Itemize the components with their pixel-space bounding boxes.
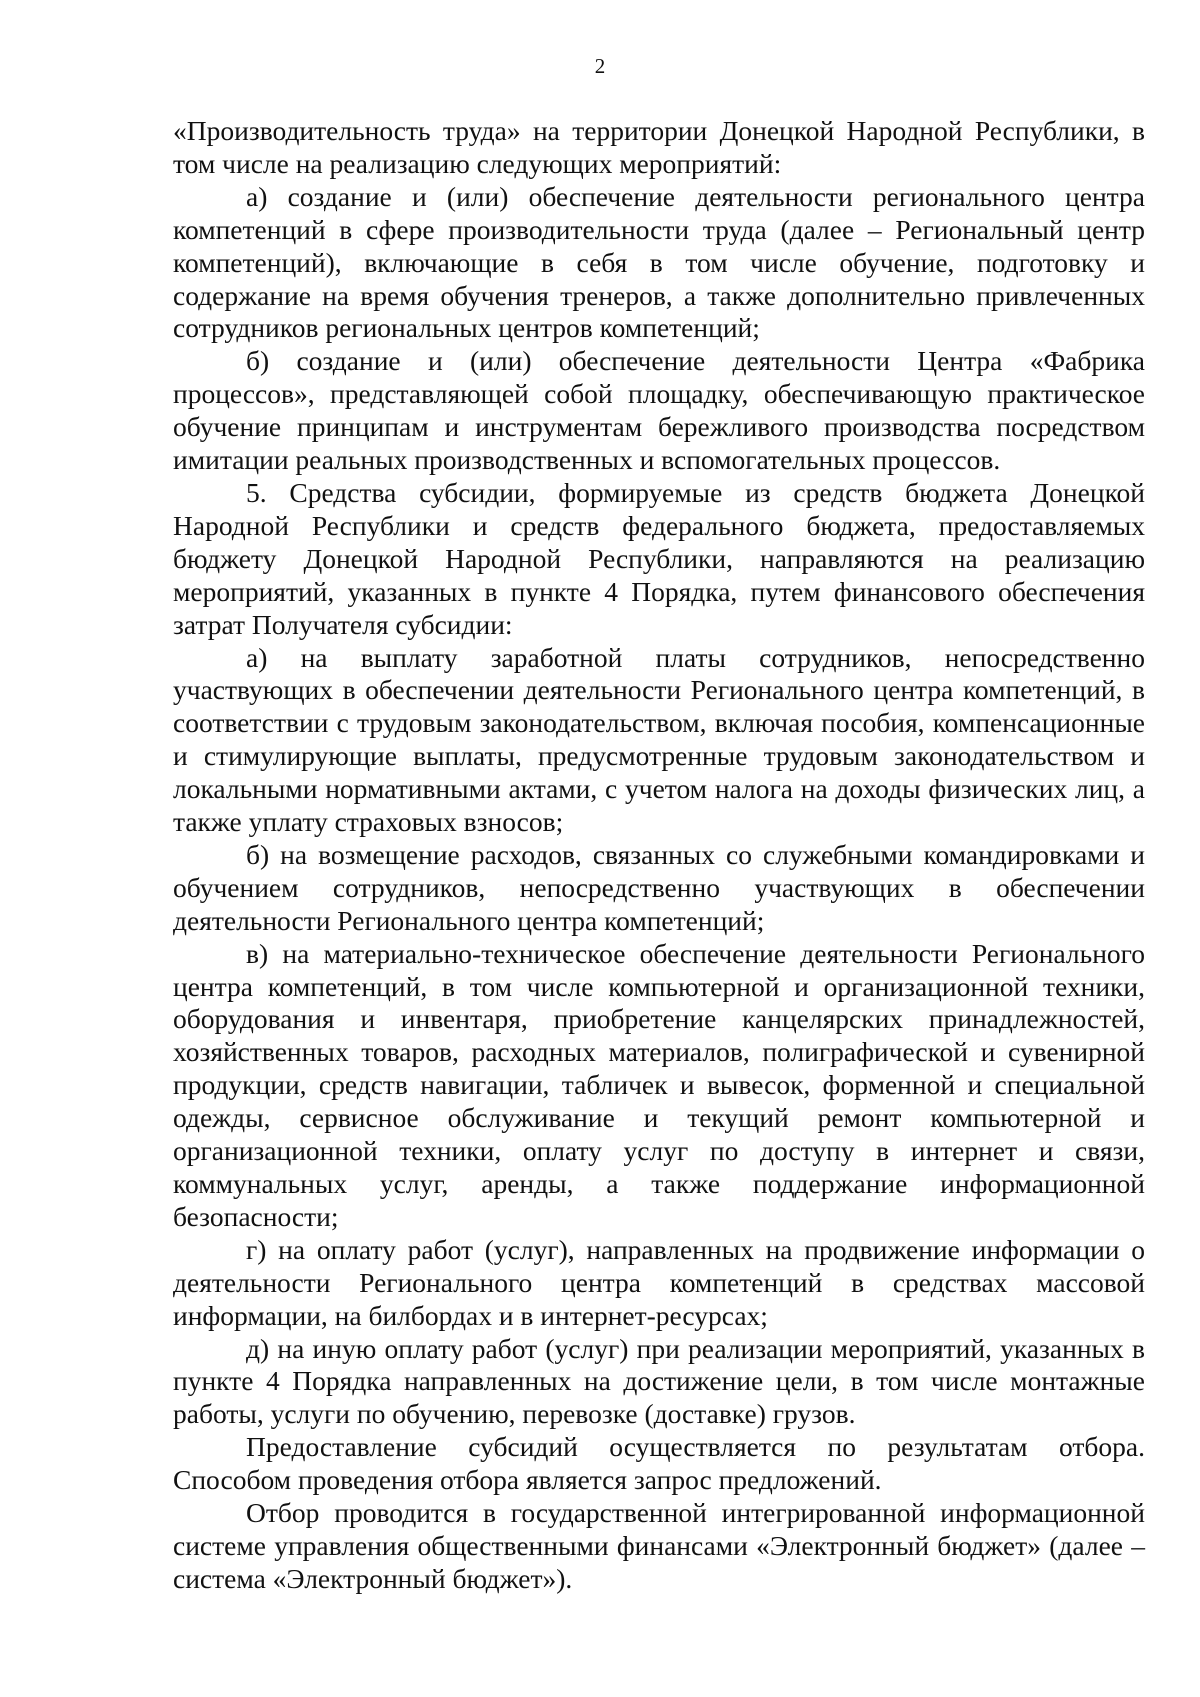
- paragraph-selection-system: Отбор проводится в государственной интегрированной информационной системе управления общественными финансами «Электронный бюджет» (далее – система «Электронный бюджет»).: [173, 1497, 1145, 1594]
- paragraph-item-5a: а) на выплату заработной платы сотрудников, непосредственно участвующих в обеспечении деятельности Регионального центра компетенций, в соответствии с трудовым законодательством, включая пособия, компенсационные и стимулирующие выплаты, предусмотренные трудовым законодательством и локальными нормативными актами, с учетом налога на доходы физических лиц, а также уплату страховых взносов;: [173, 641, 1145, 838]
- paragraph-item-4a: а) создание и (или) обеспечение деятельности регионального центра компетенций в сфере производительности труда (далее – Региональный центр компетенций), включающие в себя в том числе обучение, подготовку и содержание на время обучения тренеров, а также дополнительно привлеченных сотрудников региональных центров компетенций;: [173, 180, 1145, 344]
- paragraph-continuation: «Производительность труда» на территории Донецкой Народной Республики, в том числе на реализацию следующих мероприятий:: [173, 115, 1145, 179]
- page-number: 2: [594, 54, 606, 78]
- paragraph-item-5d: д) на иную оплату работ (услуг) при реализации мероприятий, указанных в пункте 4 Порядка направленных на достижение цели, в том числе монтажные работы, услуги по обучению, перевозке (доставке) грузов.: [173, 1332, 1145, 1430]
- paragraph-item-5b: б) на возмещение расходов, связанных со служебными командировками и обучением сотрудников, непосредственно участвующих в обеспечении деятельности Регионального центра компетенций;: [173, 838, 1145, 936]
- paragraph-item-5v: в) на материально-техническое обеспечение деятельности Регионального центра компетенций, в том числе компьютерной и организационной техники, оборудования и инвентаря, приобретение канцелярских принадлежностей, хозяйственных товаров, расходных материалов, полиграфической и сувенирной продукции, средств навигации, табличек и вывесок, форменной и специальной одежды, сервисное обслуживание и текущий ремонт компьютерной и организационной техники, оплату услуг по доступу в интернет и связи, коммунальных услуг, аренды, а также поддержание информационной безопасности;: [173, 937, 1145, 1232]
- paragraph-item-5g: г) на оплату работ (услуг), направленных на продвижение информации о деятельности Регионального центра компетенций в средствах массовой информации, на билбордах и в интернет-ресурсах;: [173, 1233, 1145, 1331]
- paragraph-selection-method: Предоставление субсидий осуществляется по результатам отбора. Способом проведения отбора является запрос предложений.: [173, 1431, 1145, 1496]
- paragraph-item-4b: б) создание и (или) обеспечение деятельности Центра «Фабрика процессов», представляющей собой площадку, обеспечивающую практическое обучение принципам и инструментам бережливого производства посредством имитации реальных производственных и вспомогательных процессов.: [173, 345, 1145, 476]
- paragraph-section-5: 5. Средства субсидии, формируемые из средств бюджета Донецкой Народной Республики и средств федерального бюджета, предоставляемых бюджету Донецкой Народной Республики, направляются на реализацию мероприятий, указанных в пункте 4 Порядка, путем финансового обеспечения затрат Получателя субсидии:: [173, 476, 1145, 640]
- document-body: [173, 115, 1145, 1596]
